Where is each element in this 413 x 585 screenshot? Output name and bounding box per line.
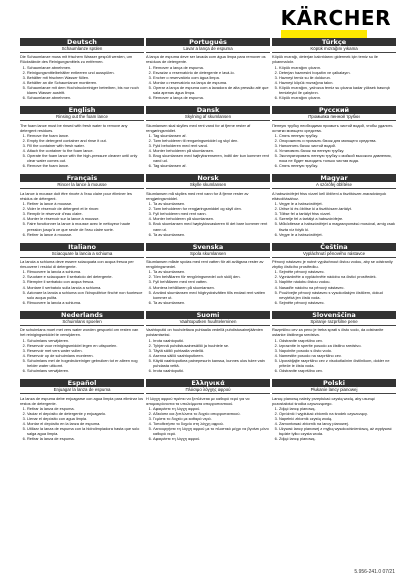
- step-item: 1. Retirer la lance à mousse.: [27, 201, 144, 206]
- step-item: 1. Ta av skumlansen.: [153, 269, 270, 274]
- step-item: 5. Faire fonctionner la lance à mousse avec le nettoyeur haute pression jusqu'à ce que seule de l'eau claire sorte.: [27, 221, 144, 231]
- step-item: 2. Vider le réservoir de détergent et le rincer.: [27, 206, 144, 211]
- step-item: 6. Irrota vaahtoputki.: [153, 368, 270, 373]
- section-body: [20, 396, 144, 442]
- step-item: 6. Zdjąć lancę pianową.: [279, 436, 396, 441]
- step-item: 1. Odstranite razpršilno cev.: [279, 338, 396, 343]
- section-title: Spiranje razpršilne pene: [272, 319, 396, 326]
- step-item: 5. Operar a lança de espuma com a lavadora de alta pressão até que saia apenas água limpa.: [153, 85, 270, 95]
- section-intro: Пенную трубку необходимо промыть чистой водой, чтобы удалить остатки моющего средства.: [272, 122, 393, 133]
- step-item: 1. Rimuovere la lancia a schiuma.: [27, 269, 144, 274]
- step-item: 5. Uporabljajte razpršilno cev z visokotlačnim čistilnikom, dokler ne priteče le čista voda.: [279, 358, 396, 368]
- step-item: 6. Remover a lança de espuma.: [153, 95, 270, 100]
- section-body: [272, 396, 396, 442]
- step-item: 6. Rimuovere la lancia a schiuma.: [27, 300, 144, 305]
- step-item: 3. Naplňte nádobu čistou vodou.: [279, 279, 396, 284]
- language-section: [20, 38, 144, 100]
- step-item: 2. Empty the detergent container and rinse it out.: [27, 138, 144, 143]
- step-item: 2. Reinigungsmittelbehälter entleeren und ausspülen.: [27, 70, 144, 75]
- section-body: [146, 259, 270, 305]
- step-item: 3. Napolnite posodo s čisto vodo.: [279, 348, 396, 353]
- step-list: [272, 338, 396, 374]
- language-section: [272, 174, 396, 236]
- step-item: 2. Vaciar el depósito de detergente y enjuagarlo.: [27, 411, 144, 416]
- step-item: 5. Operate the foam lance with the high-pressure cleaner until only clear water comes out.: [27, 153, 144, 163]
- step-item: 4. Namestite posodo na razpršilno cev.: [279, 353, 396, 358]
- section-body: [20, 259, 144, 305]
- step-item: 3. Llenar el depósito con agua limpia.: [27, 416, 144, 421]
- language-header: Italiano: [20, 243, 144, 251]
- step-item: 6. Retirer la lance à mousse.: [27, 232, 144, 237]
- step-item: 6. Retirar la lanza de espuma.: [27, 436, 144, 441]
- step-item: 4. Установить бачок на пенную трубку.: [279, 148, 396, 153]
- step-item: 3. Fill the container with fresh water.: [27, 143, 144, 148]
- section-title: Płukanie lancy pianowej: [272, 387, 396, 394]
- step-item: 1. Снять пенную трубку.: [279, 133, 396, 138]
- step-item: 5. Używać lancy pianowej z myjką wysokociśnieniową, aż wypływać będzie tylko czysta woda.: [279, 426, 396, 436]
- step-item: 1. Ta av skumlansen.: [153, 201, 270, 206]
- step-list: [20, 133, 144, 169]
- step-item: 6. Ta av skumlansen.: [153, 232, 270, 237]
- step-item: 6. Sejměte pěnový nástavec.: [279, 300, 396, 305]
- step-item: 4. Asenna säiliö vaahtoputkeen.: [153, 353, 270, 358]
- language-section: [272, 106, 396, 168]
- step-item: 5. Köpük mızrağını, yalnızca temiz su çıkana kadar yüksek basınçlı temizleyici ile çalıştırın.: [279, 85, 396, 95]
- section-intro: Köpük mızrağı, deterjan kalıntılarını gidermek için temiz su ile yıkanmalıdır.: [272, 54, 378, 65]
- section-title: Vypláchnutí pěnového nástavce: [272, 251, 396, 258]
- section-body: [20, 327, 144, 373]
- step-item: 2. Deterjan haznesini boşaltın ve çalkalayın.: [279, 70, 396, 75]
- step-list: [146, 201, 270, 237]
- step-item: 4. Montar o reservatório na lança de espuma.: [153, 80, 270, 85]
- step-item: 1. Retirar la lanza de espuma.: [27, 406, 144, 411]
- section-body: [272, 54, 396, 100]
- step-item: 4. Montera behållaren på skumlansen.: [153, 285, 270, 290]
- step-item: 1. Remove the foam lance.: [27, 133, 144, 138]
- section-title: Enjuagar la lanza de espuma: [20, 387, 144, 394]
- step-list: [272, 269, 396, 305]
- language-header: Magyar: [272, 174, 396, 182]
- step-item: 5. Azionare la lancia a schiuma con l'idropulitrice finché non fuoriesce solo acqua pulita.: [27, 290, 144, 300]
- language-header: Türkçe: [272, 38, 396, 46]
- language-header: Dansk: [146, 106, 270, 114]
- language-section: [272, 243, 396, 305]
- language-section: [20, 311, 144, 373]
- section-title: Rincer la lance à mousse: [20, 182, 144, 189]
- language-section: [146, 38, 270, 100]
- section-intro: Lancę pianową należy przepłukać czystą wodą, aby usunąć pozostałości środka czyszczącego.: [272, 395, 375, 406]
- section-body: [20, 123, 144, 169]
- step-list: [146, 65, 270, 101]
- step-item: 2. Tøm beholderen for rengjøringsmiddel og skyll den.: [153, 206, 270, 211]
- step-item: 2. Opróżnić i wypłukać zbiornik na środek czyszczący.: [279, 411, 396, 416]
- section-title: Schuimlans spoelen: [20, 319, 144, 326]
- language-section: [20, 243, 144, 305]
- step-item: 3. Behälter mit frischem Wasser füllen.: [27, 75, 144, 80]
- language-header: Svenska: [146, 243, 270, 251]
- step-item: 3. Töltse fel a tartályt friss vízzel.: [279, 211, 396, 216]
- step-item: 3. Fyll behållaren med rent vatten.: [153, 279, 270, 284]
- step-list: [272, 65, 396, 101]
- step-item: 1. Sejměte pěnový nástavec.: [279, 269, 396, 274]
- step-item: 2. Vyprázdněte a vypláchněte nádobu na čisticí prostředek.: [279, 274, 396, 279]
- language-section: [20, 106, 144, 168]
- section-title: Πλύσιμο λόγχης αφρού: [146, 387, 270, 394]
- section-intro: De schuimlans moet met vers water worden gespoeld om resten van het reinigingsmiddel te verwijderen.: [20, 327, 139, 338]
- step-item: 1. Schuimlans verwijderen.: [27, 338, 144, 343]
- step-list: [20, 201, 144, 237]
- step-list: [20, 65, 144, 101]
- step-item: 6. Vegye le a habszórófejet.: [279, 232, 396, 237]
- section-body: [272, 259, 396, 305]
- language-section: [146, 379, 270, 441]
- step-list: [146, 269, 270, 305]
- section-intro: Skumlansen måste spolas med rent vatten för att avlägsna rester av rengöringsmedel.: [146, 259, 264, 270]
- step-item: 4. Hazneyi köpük mızrağına takın.: [279, 80, 396, 85]
- step-item: 1. Irrota vaahtoputki.: [153, 338, 270, 343]
- language-header: Polski: [272, 379, 396, 387]
- section-intro: Razpršilno cev za peno je treba sprati s čisto vodo, da odstranite ostanke čistilnega sredstva.: [272, 327, 384, 338]
- step-list: [20, 338, 144, 374]
- step-item: 3. Fyld beholderen med rent vand.: [153, 143, 270, 148]
- section-body: [146, 396, 270, 442]
- section-title: Schaumlanze spülen: [20, 46, 144, 53]
- step-item: 5. Bruk skumlansen med høytrykksvaskeren til det bare kommer rent vann ut.: [153, 221, 270, 231]
- step-item: 4. Montar el depósito en la lanza de espuma.: [27, 421, 144, 426]
- step-item: 5. Käytä vaahtoputkea painepesurin kanssa, kunnes ulos tulee vain puhdasta vettä.: [153, 358, 270, 368]
- section-body: [20, 54, 144, 100]
- step-list: [20, 406, 144, 442]
- step-item: 1. Köpük mızrağını çıkarın.: [279, 65, 396, 70]
- language-header: Deutsch: [20, 38, 144, 46]
- step-list: [272, 406, 396, 442]
- step-item: 3. Fyll beholderen med rent vann.: [153, 211, 270, 216]
- step-item: 4. Nasaďte nádobu na pěnový nástavec.: [279, 285, 396, 290]
- section-title: Промывка пенной трубки: [272, 114, 396, 121]
- language-header: Nederlands: [20, 311, 144, 319]
- language-header: Suomi: [146, 311, 270, 319]
- language-section: [20, 174, 144, 236]
- step-item: 4. Τοποθετήστε το δοχείο στη λόγχη αφρού.: [153, 421, 270, 426]
- section-intro: A habszórófejet friss vízzel kell öblíteni a tisztítószer-maradványok eltávolításához.: [272, 190, 387, 201]
- step-item: 3. Remplir le réservoir d'eau claire.: [27, 211, 144, 216]
- step-item: 5. Működtesse a habszórófejet a magasnyomású mosóval, amíg csak tiszta víz folyik ki.: [279, 221, 396, 231]
- step-item: 3. Γεμίστε το δοχείο με καθαρό νερό.: [153, 416, 270, 421]
- section-intro: Η λόγχη αφρού πρέπει να ξεπλένεται με καθαρό νερό για να απομακρύνονται τα υπολείμματα απορρυπαντικού.: [146, 395, 250, 406]
- step-item: 2. Αδειάστε και ξεπλύνετε το δοχείο απορρυπαντικού.: [153, 411, 270, 416]
- step-item: 6. Schuimlans verwijderen.: [27, 368, 144, 373]
- section-intro: Vaahtoputki on huuhdeltava puhtaalla vedellä puhdistusainejäämien poistamiseksi.: [146, 327, 263, 338]
- step-item: 4. Monter beholderen på skumlansen.: [153, 216, 270, 221]
- step-item: 4. Szerelje fel a tartályt a habszórófejre.: [279, 216, 396, 221]
- section-body: [146, 191, 270, 237]
- section-intro: The foam lance must be rinsed with fresh water to remove any detergent residues.: [20, 122, 128, 133]
- language-header: Français: [20, 174, 144, 182]
- step-item: 6. Ta av skumlansen.: [153, 300, 270, 305]
- section-title: Lavar a lança de espuma: [146, 46, 270, 53]
- step-item: 1. Zdjąć lancę pianową.: [279, 406, 396, 411]
- step-item: 3. Napełnić zbiornik czystą wodą.: [279, 416, 396, 421]
- step-item: 3. Riempire il serbatoio con acqua fresca.: [27, 279, 144, 284]
- section-body: [272, 123, 396, 169]
- step-item: 5. Utilizar la lanza de espuma con la hidrolimpiadora hasta que solo salga agua limpia.: [27, 426, 144, 436]
- step-item: 2. Tøm beholderen til rengøringsmiddel og skyl den.: [153, 138, 270, 143]
- language-section: [146, 174, 270, 236]
- language-header: English: [20, 106, 144, 114]
- section-intro: Skumlansen skal skylles med rent vand for at fjerne rester af rengøringsmidlet.: [146, 122, 251, 133]
- language-section: [272, 379, 396, 441]
- language-header: Ελληνικά: [146, 379, 270, 387]
- language-section: [20, 379, 144, 441]
- language-section: [272, 311, 396, 373]
- step-list: [146, 406, 270, 442]
- column-1: [20, 38, 144, 447]
- language-section: [146, 311, 270, 373]
- language-header: Español: [20, 379, 144, 387]
- section-body: [272, 327, 396, 373]
- language-section: [146, 243, 270, 305]
- step-item: 6. Remove the foam lance.: [27, 163, 144, 168]
- section-intro: Pěnový nástavec je nutné vypláchnout čistou vodou, aby se odstranily zbytky čisticího prostředku.: [272, 259, 393, 270]
- step-item: 6. Odstranite razpršilno cev.: [279, 368, 396, 373]
- step-item: 6. Tag skumlansen af.: [153, 163, 270, 168]
- step-item: 2. Опорожнить и промыть бачок для моющего средства.: [279, 138, 396, 143]
- brand-wordmark: KÄRCHER: [280, 6, 391, 30]
- step-list: [272, 133, 396, 169]
- step-item: 5. Λειτουργήστε τη λόγχη αφρού με το πλυστικό μέχρι να βγαίνει μόνο καθαρό νερό.: [153, 426, 270, 436]
- section-title: A szórófej öblítése: [272, 182, 396, 189]
- section-intro: Skumlansen må skylles med rent vann for å fjerne rester av rengjøringsmiddel.: [146, 190, 249, 201]
- step-item: 4. Behälter an die Schaumlanze montieren.: [27, 80, 144, 85]
- section-body: [146, 54, 270, 100]
- step-item: 3. Наполнить бачок чистой водой.: [279, 143, 396, 148]
- step-list: [272, 201, 396, 237]
- step-item: 2. Izpraznite in sperite posodo za čistilno sredstvo.: [279, 343, 396, 348]
- step-item: 5. Använd skumlansen med högtryckstvätten tills endast rent vatten kommer ut.: [153, 290, 270, 300]
- step-item: 5. Schaumlanze mit dem Hochdruckreiniger betreiben, bis nur noch klares Wasser austritt.: [27, 85, 144, 95]
- step-item: 2. Tyhjennä puhdistusainesäiliö ja huuhtele se.: [153, 343, 270, 348]
- step-item: 5. Používejte pěnový nástavec s vysokotlakým čističem, dokud nevytéká jen čistá voda.: [279, 290, 396, 300]
- step-item: 6. Schaumlanze abnehmen.: [27, 95, 144, 100]
- step-item: 4. Attach the container to the foam lance.: [27, 148, 144, 153]
- step-item: 6. Снять пенную трубку.: [279, 163, 396, 168]
- step-item: 4. Montare il serbatoio sulla lancia a schiuma.: [27, 285, 144, 290]
- step-item: 5. Brug skumlansen med højtryksrenseren, indtil der kun kommer rent vand ud.: [153, 153, 270, 163]
- language-section: [146, 106, 270, 168]
- section-intro: Die Schaumlanze muss mit frischem Wasser gespült werden, um Rückstände des Reinigungsmittels zu entfernen.: [20, 54, 133, 65]
- step-list: [20, 269, 144, 305]
- step-item: 2. Svuotare e sciacquare il serbatoio del detergente.: [27, 274, 144, 279]
- step-item: 5. Schuimlans met de hogedrukreiniger gebruiken tot er alleen nog helder water uitkomt.: [27, 358, 144, 368]
- step-item: 3. Reservoir met vers water vullen.: [27, 348, 144, 353]
- section-title: Spola skumlansen: [146, 251, 270, 258]
- section-title: Skylning af skumlansen: [146, 114, 270, 121]
- step-item: 2. Töm behållaren för rengöringsmedel och skölj den.: [153, 274, 270, 279]
- language-header: Slovenščina: [272, 311, 396, 319]
- step-item: 2. Ürítse ki és öblítse ki a tisztítószer-tartályt.: [279, 206, 396, 211]
- language-header: Português: [146, 38, 270, 46]
- section-title: Köpük mızrağını yıkama: [272, 46, 396, 53]
- brand-logo: [281, 8, 391, 39]
- section-body: [20, 191, 144, 237]
- section-title: Skylle skumlansen: [146, 182, 270, 189]
- step-list: [146, 133, 270, 169]
- step-item: 6. Köpük mızrağını çıkarın.: [279, 95, 396, 100]
- section-intro: La lanza de espuma debe enjuagarse con agua limpia para eliminar los restos de detergente.: [20, 395, 144, 406]
- step-item: 4. Reservoir op de schuimlans monteren.: [27, 353, 144, 358]
- section-body: [146, 123, 270, 169]
- section-intro: A lança de espuma deve ser lavada com água limpa para remover os resíduos de detergente.: [146, 54, 266, 65]
- step-list: [146, 338, 270, 374]
- section-title: Rinsing out the foam lance: [20, 114, 144, 121]
- step-item: 4. Monter le réservoir sur la lance à mousse.: [27, 216, 144, 221]
- step-item: 2. Reservoir voor reinigingsmiddel legen en uitspoelen.: [27, 343, 144, 348]
- language-section: [272, 38, 396, 100]
- language-header: Norsk: [146, 174, 270, 182]
- column-2: [146, 38, 270, 447]
- column-3: [272, 38, 396, 447]
- step-item: 3. Täytä säiliö puhtaalla vedellä.: [153, 348, 270, 353]
- document-number: 5.956-241.0 07/21: [354, 569, 395, 575]
- step-item: 4. Monter beholderen på skumlansen.: [153, 148, 270, 153]
- step-item: 1. Tag skumlansen af.: [153, 133, 270, 138]
- step-item: 1. Αφαιρέστε τη λόγχη αφρού.: [153, 406, 270, 411]
- step-item: 5. Эксплуатировать пенную трубку с мойкой высокого давления, пока не будет выходить только чистая вода.: [279, 153, 396, 163]
- step-item: 3. Encher o reservatório com água limpa.: [153, 75, 270, 80]
- section-body: [146, 327, 270, 373]
- step-item: 4. Zamontować zbiornik na lancy pianowej.: [279, 421, 396, 426]
- section-title: Sciacquare la lancia a schiuma: [20, 251, 144, 258]
- language-header: Čeština: [272, 243, 396, 251]
- section-title: Vaahtoputken huuhteleminen: [146, 319, 270, 326]
- step-item: 1. Remover a lança de espuma.: [153, 65, 270, 70]
- step-item: 1. Schaumlanze abnehmen.: [27, 65, 144, 70]
- step-item: 3. Hazneyi temiz su ile doldurun.: [279, 75, 396, 80]
- section-intro: La lance à mousse doit être rincée à l'eau claire pour éliminer les résidus de détergent.: [20, 190, 132, 201]
- step-item: 1. Vegye le a habszórófejet.: [279, 201, 396, 206]
- section-intro: La lancia a schiuma deve essere sciacquata con acqua fresca per rimuovere i residui di detergente.: [20, 259, 134, 270]
- section-body: [272, 191, 396, 237]
- step-item: 2. Esvaziar o reservatório de detergente e lavá-lo.: [153, 70, 270, 75]
- language-header: Русский: [272, 106, 396, 114]
- step-item: 6. Αφαιρέστε τη λόγχη αφρού.: [153, 436, 270, 441]
